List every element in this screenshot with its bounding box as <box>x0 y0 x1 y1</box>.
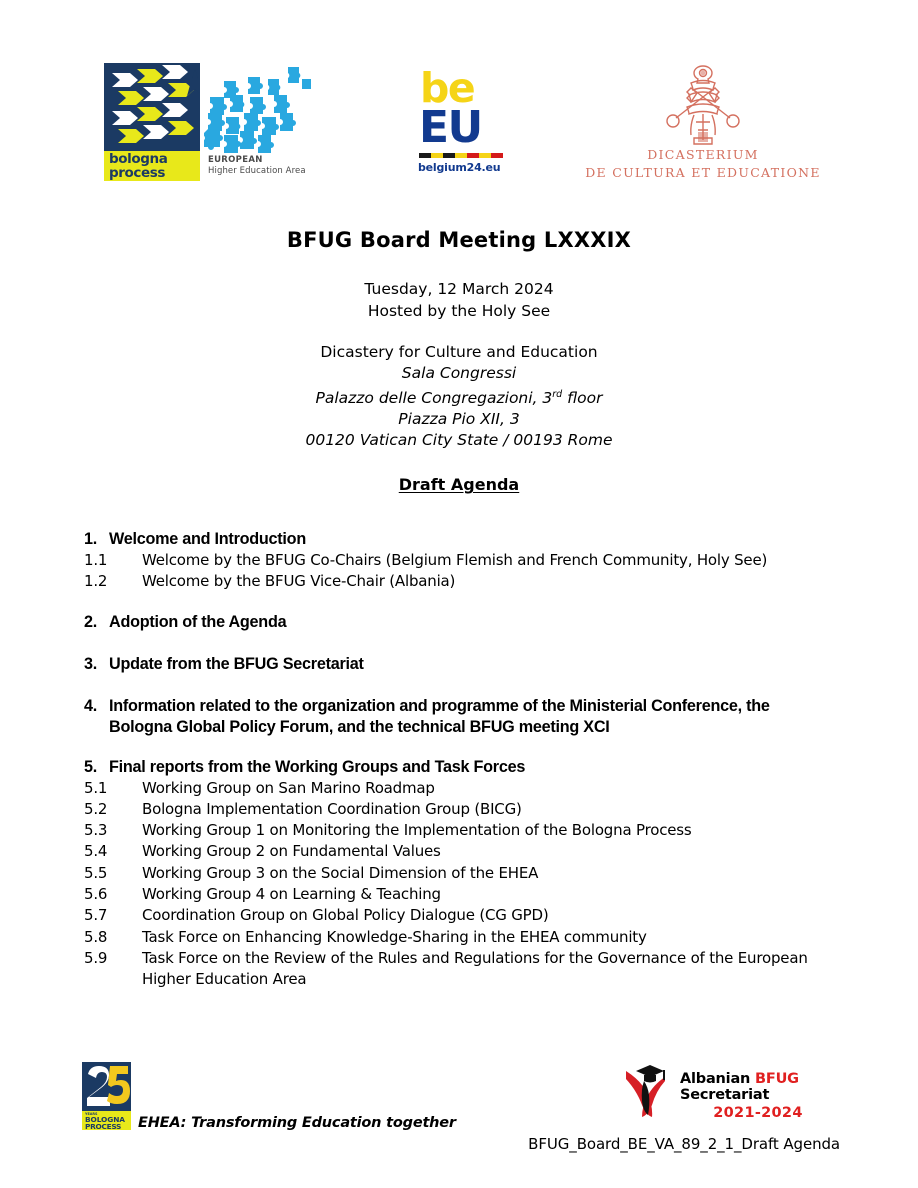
ehea-line1: EUROPEAN <box>208 155 263 165</box>
agenda-subitem-text: Working Group 1 on Monitoring the Implementation of the Bologna Process <box>142 821 692 840</box>
agenda-subitem-number: 5.7 <box>84 906 108 925</box>
agenda-subitem <box>84 820 844 841</box>
document-filename: BFUG_Board_BE_VA_89_2_1_Draft Agenda <box>528 1135 840 1153</box>
agenda-subitem-number: 1.1 <box>84 551 108 569</box>
spacer <box>84 593 844 612</box>
graduate-figure-icon <box>618 1061 676 1119</box>
belgium-be-wordmark: be <box>420 64 475 112</box>
venue-line-3-post: floor <box>562 389 603 408</box>
ehea-tagline: EHEA: Transforming Education together <box>138 1115 456 1131</box>
agenda-subitem-number: 5.2 <box>84 799 108 818</box>
agenda-item-heading <box>84 529 844 550</box>
agenda-item-number: 2. <box>84 612 98 631</box>
bologna-process-25-anniversary-logo <box>82 1062 131 1130</box>
agenda-subitem-number: 1.2 <box>84 572 108 591</box>
bologna-process-logo <box>104 63 200 181</box>
venue-line-5: 00120 Vatican City State / 00193 Rome <box>305 431 613 450</box>
belgium-url-label: belgium24.eu <box>418 161 501 174</box>
agenda-subitem-number: 5.5 <box>84 863 108 882</box>
belgium-eu-presidency-logo <box>418 64 510 180</box>
agenda-subitem-text: Working Group 2 on Fundamental Values <box>142 842 441 861</box>
agenda-subitem-text: Welcome by the BFUG Co-Chairs (Belgium Flemish and French Community, Holy See) <box>142 551 768 569</box>
venue-line-3 <box>0 384 918 409</box>
agenda-item-heading <box>84 696 844 738</box>
agenda-item-title: Adoption of the Agenda <box>109 612 287 631</box>
agenda-subitem <box>84 571 844 592</box>
twenty-five-icon <box>82 1062 131 1111</box>
ehea-wordmark <box>208 155 320 176</box>
title-block <box>0 228 918 494</box>
venue-line-2: Sala Congressi <box>401 364 517 382</box>
venue-block <box>0 342 918 451</box>
meeting-host: Hosted by the Holy See <box>367 302 551 320</box>
agenda-list <box>84 529 844 991</box>
agenda-item-number: 4. <box>84 696 98 715</box>
agenda-heading: Draft Agenda <box>398 475 520 495</box>
agenda-subitem-number: 5.8 <box>84 927 108 946</box>
agenda-subitem <box>84 841 844 862</box>
agenda-subitem-number: 5.4 <box>84 842 108 861</box>
agenda-subitem-text: Working Group 4 on Learning & Teaching <box>142 885 441 904</box>
anniversary-years-label: YEARS <box>85 1112 98 1116</box>
agenda-subitem-text: Coordination Group on Global Policy Dialogue (CG GPD) <box>142 906 549 925</box>
agenda-item-heading <box>84 654 844 675</box>
agenda-item-number: 1. <box>84 530 98 548</box>
agenda-item-title: Final reports from the Working Groups and Task Forces <box>109 757 526 776</box>
agenda-subitem-text: Bologna Implementation Coordination Group (BICG) <box>142 799 522 818</box>
dicastery-culture-education-logo <box>578 60 828 188</box>
spacer <box>84 738 844 757</box>
dicastery-line1: DICASTERIUM <box>647 147 759 162</box>
belgian-flag-icon <box>419 153 503 158</box>
agenda-subitem-text: Task Force on Enhancing Knowledge-Sharing in the EHEA community <box>142 927 647 946</box>
albanian-text-post: Secretariat <box>680 1087 770 1103</box>
agenda-item-number: 5. <box>84 757 98 776</box>
agenda-subitem-number: 5.9 <box>84 948 108 967</box>
agenda-item-number: 3. <box>84 654 98 673</box>
spacer <box>84 633 844 654</box>
agenda-subitem-number: 5.3 <box>84 821 108 840</box>
venue-line-3-pre: Palazzo delle Congregazioni, 3 <box>315 389 553 408</box>
agenda-subitem-text: Working Group on San Marino Roadmap <box>142 778 435 797</box>
venue-line-4: Piazza Pio XII, 3 <box>398 410 520 429</box>
european-higher-education-area-logo <box>204 63 316 183</box>
bologna-logo-wordmark <box>104 151 200 181</box>
anniversary-line2: PROCESS <box>85 1122 122 1132</box>
agenda-item-title: Welcome and Introduction <box>109 530 306 548</box>
spacer <box>84 675 844 696</box>
venue-line-3-ordinal: rd <box>552 389 563 400</box>
agenda-subitem-text: Task Force on the Review of the Rules and Regulations for the Governance of the European Higher Education Area <box>142 948 808 989</box>
header-logo-row <box>0 58 918 188</box>
albanian-bfug-secretariat-logo <box>618 1061 836 1119</box>
belgium-eu-wordmark: EU <box>419 102 482 153</box>
agenda-subitem <box>84 799 844 820</box>
agenda-subitem-number: 5.1 <box>84 778 108 797</box>
albanian-text-pre: Albanian <box>680 1071 756 1087</box>
albanian-text-bfug: BFUG <box>755 1071 799 1087</box>
ehea-line2: Higher Education Area <box>208 166 306 176</box>
agenda-subitem <box>84 927 844 948</box>
anniversary-mark <box>82 1062 131 1111</box>
agenda-item-title: Information related to the organization and programme of the Ministerial Conference, the Bologna Global Policy Forum, and the technical BFUG meeting XCI <box>109 696 770 736</box>
agenda-subitem-text: Working Group 3 on the Social Dimension of the EHEA <box>142 863 539 882</box>
ehea-puzzle-icon <box>204 63 316 155</box>
dicastery-line2: DE CULTURA ET EDUCATIONE <box>585 165 821 180</box>
page-title: BFUG Board Meeting LXXXIX <box>286 228 632 252</box>
bologna-word-line2: process <box>109 165 166 181</box>
agenda-subitem <box>84 550 844 571</box>
page-footer <box>0 1055 918 1188</box>
agenda-subitem <box>84 905 844 926</box>
bologna-word-line1: bologna <box>109 151 168 167</box>
venue-line-1: Dicastery for Culture and Education <box>320 343 598 361</box>
bologna-logo-mark <box>104 63 200 151</box>
agenda-subitem <box>84 778 844 799</box>
agenda-subitem <box>84 884 844 905</box>
anniversary-wordmark <box>82 1111 131 1130</box>
agenda-subitem <box>84 863 844 884</box>
agenda-item-heading <box>84 612 844 633</box>
agenda-subitem <box>84 948 844 991</box>
anniversary-line1: BOLOGNA <box>85 1115 125 1124</box>
albanian-secretariat-line1 <box>680 1071 836 1103</box>
papal-crest-icon <box>578 60 828 146</box>
agenda-item-heading <box>84 757 844 778</box>
albanian-secretariat-years: 2021-2024 <box>713 1105 803 1121</box>
agenda-subitem-text: Welcome by the BFUG Vice-Chair (Albania) <box>142 572 456 591</box>
agenda-subitem-number: 5.6 <box>84 885 108 904</box>
albanian-secretariat-wordmark <box>680 1071 836 1121</box>
meeting-date: Tuesday, 12 March 2024 <box>364 280 554 298</box>
agenda-item-title: Update from the BFUG Secretariat <box>109 654 364 673</box>
bologna-star-icon <box>181 69 200 97</box>
